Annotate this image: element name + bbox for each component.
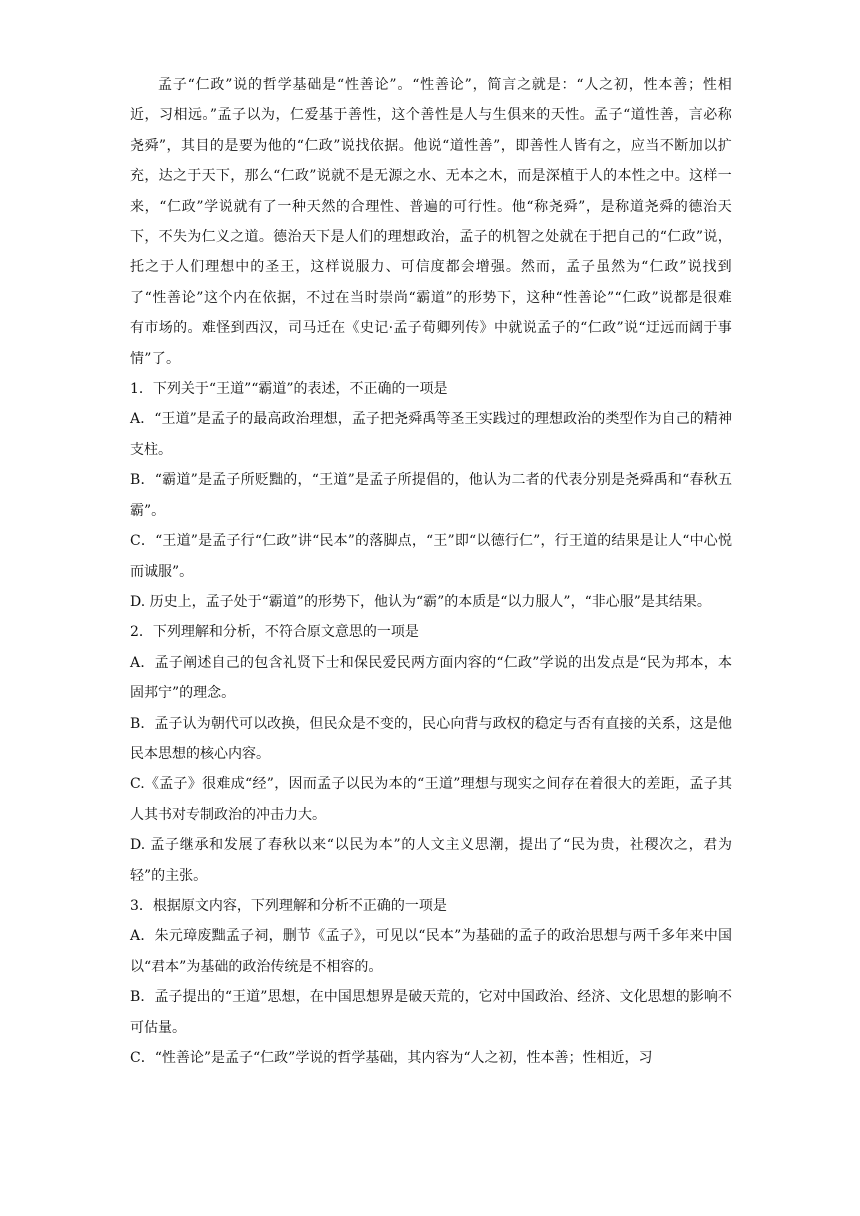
question-2 <box>130 617 732 891</box>
option-a: A．孟子阐述自己的包含礼贤下士和保民爱民两方面内容的“仁政”学说的出发点是“民为邦本，本固邦宁”的理念。 <box>130 654 732 702</box>
question-stem: 3．根据原文内容，下列理解和分析不正确的一项是 <box>130 897 447 914</box>
option-c: C．“性善论”是孟子“仁政”学说的哲学基础，其内容为“人之初，性本善；性相近，习 <box>130 1050 653 1066</box>
option-b: B．“霸道”是孟子所贬黜的，“王道”是孟子所提倡的，他认为二者的代表分别是尧舜禹和“春秋五霸”。 <box>130 472 732 519</box>
question-stem: 1．下列关于“王道”“霸道”的表述，不正确的一项是 <box>130 381 448 398</box>
question-1 <box>130 374 732 617</box>
option-d: D. 历史上，孟子处于“霸道”的形势下，他认为“霸”的本质是“以力服人”，“非心服”是其结果。 <box>130 593 711 610</box>
option-a: A．朱元璋废黜孟子祠，删节《孟子》，可见以“民本”为基础的孟子的政治思想与两千多年来中国以“君本”为基础的政治传统是不相容的。 <box>130 928 732 975</box>
option-d: D. 孟子继承和发展了春秋以来“以民为本”的人文主义思潮，提出了“民为贵，社稷次之，君为轻”的主张。 <box>130 837 732 884</box>
option-b: B．孟子提出的“王道”思想，在中国思想界是破天荒的，它对中国政治、经济、文化思想的影响不可估量。 <box>130 989 732 1036</box>
option-a: A．“王道”是孟子的最高政治理想，孟子把尧舜禹等圣王实践过的理想政治的类型作为自己的精神支柱。 <box>130 411 732 458</box>
option-c: C．“王道”是孟子行“仁政”讲“民本”的落脚点，“王”即“以德行仁”，行王道的结果是让人“中心悦而诚服”。 <box>130 533 732 580</box>
passage-paragraph: 孟子“仁政”说的哲学基础是“性善论”。“性善论”，简言之就是：“人之初，性本善；性相近，习相远。”孟子以为，仁爱基于善性，这个善性是人与生俱来的天性。孟子“道性善，言必称尧舜”，其目的是要为他的“仁政”说找依据。他说“道性善”，即善性人皆有之，应当不断加以扩充，达之于天下，那么“仁政”说就不是无源之水、无本之木，而是深植于人的本性之中。这样一来，“仁政”学说就有了一种天然的合理性、普遍的可行性。他“称尧舜”，是称道尧舜的德治天下，不失为仁义之道。德治天下是人们的理想政治，孟子的机智之处就在于把自己的“仁政”说，托之于人们理想中的圣王，这样说服力、可信度都会增强。然而，孟子虽然为“仁政”说找到了“性善论”这个内在依据，不过在当时崇尚“霸道”的形势下，这种“性善论”“仁政”说都是很难有市场的。难怪到西汉，司马迁在《史记·孟子荀卿列传》中就说孟子的“仁政”说“迂远而阔于事情”了。 <box>130 77 732 367</box>
question-stem: 2．下列理解和分析，不符合原文意思的一项是 <box>130 624 419 641</box>
question-3 <box>130 891 732 1073</box>
option-c: C.《孟子》很难成“经”，因而孟子以民为本的“王道”理想与现实之间存在着很大的差距，孟子其人其书对专制政治的冲击力大。 <box>130 776 732 823</box>
document-body <box>130 70 732 1073</box>
option-b: B．孟子认为朝代可以改换，但民众是不变的，民心向背与政权的稳定与否有直接的关系，这是他民本思想的核心内容。 <box>130 715 732 762</box>
